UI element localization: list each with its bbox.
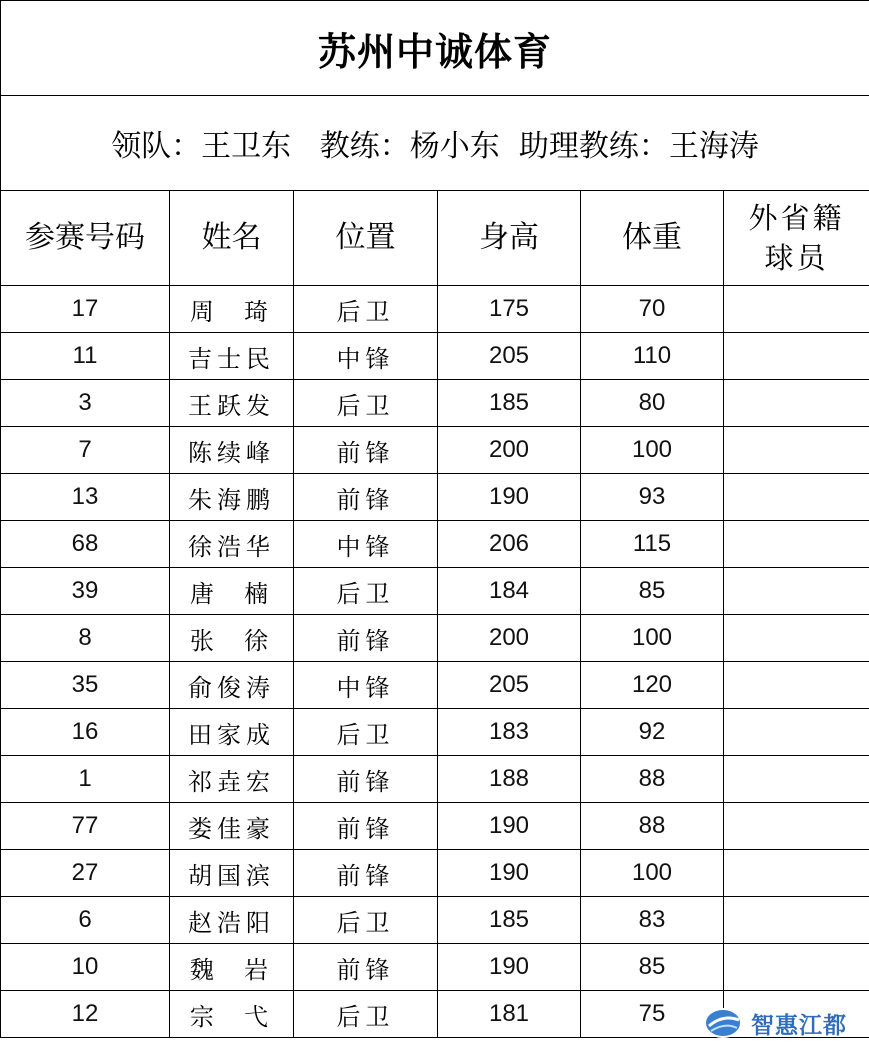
- player-out-of-province: [724, 756, 869, 803]
- player-height: 205: [438, 333, 581, 380]
- player-name: [170, 662, 294, 709]
- player-height: 183: [438, 709, 581, 756]
- player-number: 1: [1, 756, 170, 803]
- player-name-text: 魏 岩: [189, 955, 274, 984]
- player-weight: 92: [581, 709, 724, 756]
- player-name-text: 陈续峰: [188, 438, 275, 467]
- player-position: 前锋: [294, 850, 438, 897]
- player-out-of-province: [724, 615, 869, 662]
- player-weight: 85: [581, 944, 724, 991]
- player-name: [170, 897, 294, 944]
- player-height: 190: [438, 474, 581, 521]
- table-row: [1, 850, 869, 897]
- player-weight: 115: [581, 521, 724, 568]
- player-height: 190: [438, 850, 581, 897]
- player-position: 前锋: [294, 944, 438, 991]
- player-position: 前锋: [294, 756, 438, 803]
- player-name-text: 王跃发: [188, 391, 275, 420]
- table-row: [1, 756, 869, 803]
- player-number: 12: [1, 991, 170, 1038]
- player-number: 27: [1, 850, 170, 897]
- player-name: [170, 756, 294, 803]
- player-number: 17: [1, 286, 170, 333]
- player-name: [170, 850, 294, 897]
- player-name-text: 俞俊涛: [188, 673, 275, 702]
- player-number: 11: [1, 333, 170, 380]
- staff-text: 领队：王卫东 教练：杨小东 助理教练：王海涛: [111, 129, 759, 164]
- player-position: 后卫: [294, 991, 438, 1038]
- table-row: [1, 615, 869, 662]
- player-name-text: 张 徐: [189, 626, 274, 655]
- player-number: 13: [1, 474, 170, 521]
- table-row: [1, 427, 869, 474]
- player-height: 185: [438, 380, 581, 427]
- table-row: [1, 521, 869, 568]
- player-position: 前锋: [294, 803, 438, 850]
- player-name-text: 唐 楠: [189, 579, 274, 608]
- player-name-text: 胡国滨: [188, 861, 275, 890]
- player-weight: 80: [581, 380, 724, 427]
- player-height: 206: [438, 521, 581, 568]
- player-height: 184: [438, 568, 581, 615]
- player-out-of-province: [724, 427, 869, 474]
- player-number: 7: [1, 427, 170, 474]
- player-out-of-province: [724, 709, 869, 756]
- player-height: 181: [438, 991, 581, 1038]
- table-row: [1, 474, 869, 521]
- table-row: [1, 333, 869, 380]
- player-position: 后卫: [294, 380, 438, 427]
- player-name-text: 赵浩阳: [188, 908, 275, 937]
- player-position: 后卫: [294, 709, 438, 756]
- player-height: 200: [438, 615, 581, 662]
- player-position: 前锋: [294, 474, 438, 521]
- player-number: 77: [1, 803, 170, 850]
- player-name-text: 祁垚宏: [188, 767, 275, 796]
- table-row: [1, 709, 869, 756]
- player-weight: 100: [581, 615, 724, 662]
- player-height: 190: [438, 803, 581, 850]
- player-name-text: 朱海鹏: [188, 485, 275, 514]
- player-weight: 75: [581, 991, 724, 1038]
- staff-line: [1, 96, 869, 191]
- player-number: 39: [1, 568, 170, 615]
- player-position: 前锋: [294, 615, 438, 662]
- player-name-text: 周 琦: [189, 297, 274, 326]
- player-out-of-province: [724, 380, 869, 427]
- player-height: 185: [438, 897, 581, 944]
- player-name-text: 徐浩华: [188, 532, 275, 561]
- player-out-of-province: [724, 521, 869, 568]
- player-name-text: 娄佳豪: [188, 814, 275, 843]
- player-height: 205: [438, 662, 581, 709]
- header-number: 参赛号码: [1, 191, 170, 286]
- player-name: [170, 803, 294, 850]
- player-out-of-province: [724, 568, 869, 615]
- player-out-of-province: [724, 286, 869, 333]
- table-row: [1, 897, 869, 944]
- player-weight: 110: [581, 333, 724, 380]
- player-name: [170, 709, 294, 756]
- header-out-of-province: [724, 191, 869, 286]
- player-name-text: 宗 弋: [189, 1002, 274, 1031]
- player-position: 中锋: [294, 662, 438, 709]
- header-weight: 体重: [581, 191, 724, 286]
- player-height: 200: [438, 427, 581, 474]
- player-weight: 100: [581, 427, 724, 474]
- player-out-of-province: [724, 662, 869, 709]
- watermark: [703, 1006, 847, 1040]
- player-position: 中锋: [294, 333, 438, 380]
- player-number: 6: [1, 897, 170, 944]
- player-weight: 88: [581, 803, 724, 850]
- globe-logo-icon: [703, 1006, 745, 1040]
- player-weight: 120: [581, 662, 724, 709]
- player-weight: 85: [581, 568, 724, 615]
- player-name: [170, 474, 294, 521]
- player-out-of-province: [724, 474, 869, 521]
- player-name: [170, 286, 294, 333]
- player-name: [170, 991, 294, 1038]
- player-number: 68: [1, 521, 170, 568]
- player-position: 后卫: [294, 286, 438, 333]
- watermark-text: 智惠江都: [751, 1012, 847, 1039]
- player-weight: 88: [581, 756, 724, 803]
- player-number: 3: [1, 380, 170, 427]
- player-position: 中锋: [294, 521, 438, 568]
- player-name: [170, 427, 294, 474]
- player-position: 后卫: [294, 568, 438, 615]
- player-out-of-province: [724, 897, 869, 944]
- player-name: [170, 333, 294, 380]
- player-name-text: 吉士民: [188, 344, 275, 373]
- player-height: 175: [438, 286, 581, 333]
- player-weight: 93: [581, 474, 724, 521]
- player-out-of-province: [724, 333, 869, 380]
- header-position: 位置: [294, 191, 438, 286]
- header-out-of-province-label: 外省籍球员: [748, 200, 845, 275]
- player-weight: 70: [581, 286, 724, 333]
- player-name: [170, 615, 294, 662]
- player-name-text: 田家成: [188, 720, 275, 749]
- player-height: 188: [438, 756, 581, 803]
- player-name: [170, 944, 294, 991]
- player-position: 前锋: [294, 427, 438, 474]
- header-height: 身高: [438, 191, 581, 286]
- player-number: 16: [1, 709, 170, 756]
- table-row: [1, 568, 869, 615]
- player-name: [170, 568, 294, 615]
- team-title: 苏州中诚体育: [1, 1, 869, 96]
- player-number: 10: [1, 944, 170, 991]
- player-weight: 83: [581, 897, 724, 944]
- player-name: [170, 521, 294, 568]
- player-number: 35: [1, 662, 170, 709]
- player-name: [170, 380, 294, 427]
- table-row: [1, 286, 869, 333]
- player-out-of-province: [724, 803, 869, 850]
- player-out-of-province: [724, 944, 869, 991]
- table-row: [1, 662, 869, 709]
- player-height: 190: [438, 944, 581, 991]
- player-position: 后卫: [294, 897, 438, 944]
- player-out-of-province: [724, 850, 869, 897]
- player-number: 8: [1, 615, 170, 662]
- table-row: [1, 380, 869, 427]
- table-row: [1, 803, 869, 850]
- header-name: 姓名: [170, 191, 294, 286]
- table-row: [1, 944, 869, 991]
- player-weight: 100: [581, 850, 724, 897]
